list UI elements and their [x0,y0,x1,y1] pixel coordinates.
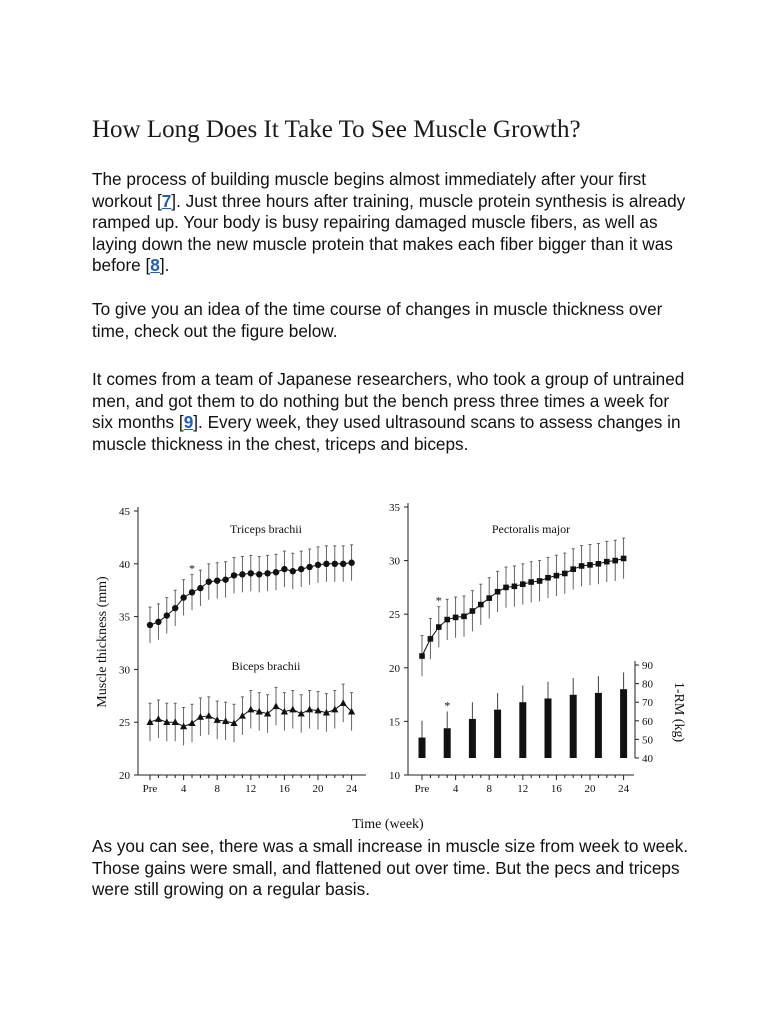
data-point [290,568,296,574]
x-tick-label: 8 [486,783,492,795]
data-point [570,566,576,572]
reference-link-7[interactable]: 7 [161,190,172,211]
data-point [248,570,254,576]
data-point [298,566,304,572]
data-point [180,594,186,600]
data-point [332,561,338,567]
data-point [231,572,237,578]
bar-1rm [570,695,577,758]
data-point [436,624,442,630]
x-tick-label: 4 [180,783,187,795]
data-point [188,719,195,726]
paragraph-1: The process of building muscle begins almost immediately after your first workout [7]. Just three hours after training, muscle protein synthesis is already ramped up. Your body is busy repairing damaged muscle fibers, as well as laying down the new muscle protein that makes each fiber bigger than it was before [8]. [92,169,686,275]
x-tick-label: Pre [142,783,158,795]
x-tick-label: 20 [312,783,324,795]
significance-marker: * [444,698,451,713]
bar-1rm [519,702,526,758]
data-point [214,577,220,583]
right-chart-panel [389,502,654,795]
significance-marker: * [189,561,195,576]
reference-link-8[interactable]: 8 [150,255,160,275]
y-axis-label-left: Muscle thickness (mm) [95,576,110,708]
x-tick-label: 12 [245,783,257,795]
series-title: Triceps brachii [230,522,302,536]
y-tick-label: 15 [389,716,400,729]
data-point [587,562,593,568]
data-point [453,615,459,621]
data-point [206,579,212,585]
y-tick-label: 30 [389,555,400,568]
data-point [315,562,321,568]
bar-1rm [494,710,501,758]
data-point [537,578,543,584]
data-point [281,566,287,572]
bar-1rm [444,728,451,758]
data-point [478,602,484,608]
paragraph-3: It comes from a team of Japanese researchers, who took a group of untrained men, and got them to do nothing but the bench press three times a week for six months [9]. Every week, they used ultrasound scans to assess changes in muscle thickness in the chest, triceps and biceps. [92,369,685,454]
x-tick-label: 16 [550,783,562,795]
data-point [545,575,551,581]
data-point [239,712,246,719]
y-tick-label: 35 [119,611,130,624]
data-point [272,703,279,710]
data-point [348,560,354,566]
x-tick-label: 12 [517,783,529,795]
data-point [579,563,585,569]
x-tick-label: Pre [414,783,430,795]
y-tick-label: 25 [389,609,400,622]
secondary-y-tick-label: 40 [642,753,653,765]
x-tick-label: 24 [618,783,630,795]
data-point [503,585,509,591]
data-point [340,699,347,706]
y-tick-label: 40 [119,558,130,571]
series-title: Pectoralis major [491,522,571,536]
data-point [155,715,162,722]
data-point [470,608,476,614]
data-point [197,585,203,591]
data-point [273,569,279,575]
secondary-y-tick-label: 90 [642,660,653,672]
data-point [520,581,526,587]
data-point [604,559,610,565]
data-point [621,556,627,562]
y-tick-label: 25 [119,717,130,730]
data-point [147,622,153,628]
y-tick-label: 20 [119,770,130,782]
data-point [306,564,312,570]
bar-1rm [620,689,627,758]
secondary-y-tick-label: 50 [642,734,653,747]
y-axis-label-right: 1-RM (kg) [671,681,686,743]
series-title: Biceps brachii [231,659,301,673]
secondary-y-tick-label: 70 [642,697,653,710]
x-axis-label: Time (week) [352,817,424,832]
data-point [205,712,212,719]
data-point [189,589,195,595]
data-point [461,614,467,620]
y-tick-label: 45 [119,506,130,518]
data-point [486,595,492,601]
secondary-y-tick-label: 80 [642,678,653,691]
muscle-thickness-figure [0,490,768,835]
data-point [214,716,221,723]
paragraph-4: As you can see, there was a small increase in muscle size from week to week. Those gains were small, and flattened out over time. But the pecs and triceps were still growing on a regular basis. [92,836,689,899]
data-point [306,706,313,713]
bar-1rm [545,698,552,758]
data-point [323,561,329,567]
data-point [528,579,534,585]
x-tick-label: 8 [214,783,220,795]
data-point [172,605,178,611]
data-point [289,706,296,713]
bar-1rm [469,719,476,758]
data-point [495,589,501,595]
y-tick-label: 10 [389,770,400,782]
data-point [428,636,434,642]
data-point [562,571,568,577]
x-tick-label: 4 [452,783,459,795]
x-tick-label: 24 [346,783,358,795]
significance-marker: * [435,593,442,608]
paragraph-2: To give you an idea of the time course of changes in muscle thickness over time, check out the figure below. [92,299,663,341]
data-point [155,619,161,625]
bar-1rm [419,738,426,758]
left-chart-panel [119,506,366,795]
data-point [419,653,425,659]
data-point [554,573,560,579]
y-tick-label: 30 [119,664,130,677]
data-point [512,584,518,590]
secondary-y-tick-label: 60 [642,715,653,728]
data-point [256,571,262,577]
data-point [612,558,618,564]
data-point [164,612,170,618]
data-point [340,561,346,567]
page-title: How Long Does It Take To See Muscle Growth? [92,116,581,143]
data-point [298,710,305,717]
x-tick-label: 16 [278,783,290,795]
data-point [239,571,245,577]
bar-1rm [595,693,602,758]
data-point [264,570,270,576]
data-point [596,561,602,567]
data-point [247,706,254,713]
x-tick-label: 20 [584,783,596,795]
data-point [331,706,338,713]
reference-link-9[interactable]: 9 [183,412,194,432]
y-tick-label: 35 [389,502,400,514]
y-tick-label: 20 [389,662,400,675]
data-point [444,617,450,623]
data-point [222,576,228,582]
